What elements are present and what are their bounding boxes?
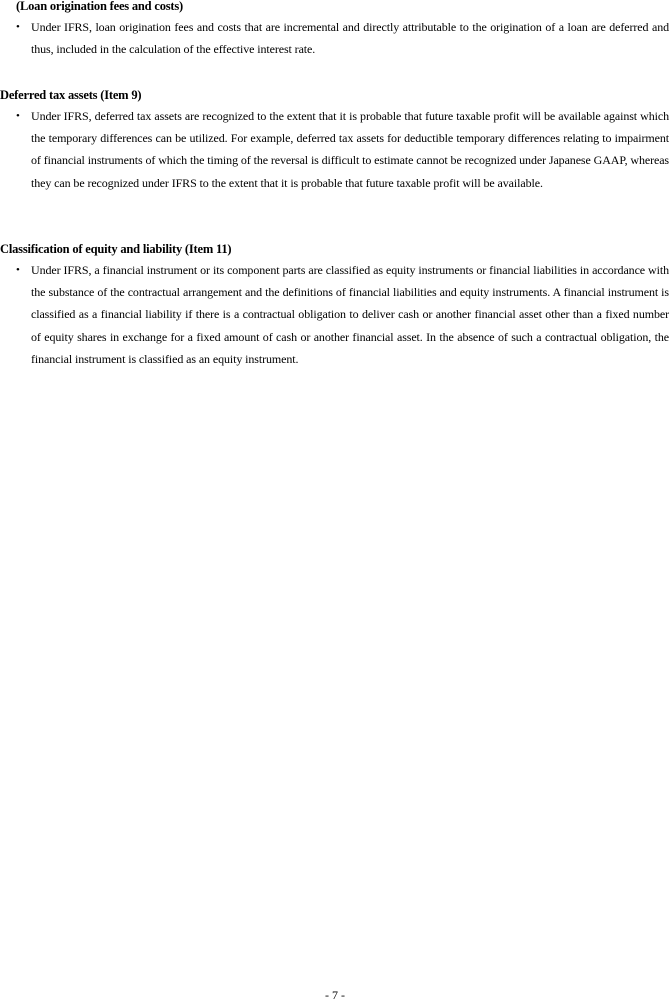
bullet-text: Under IFRS, a financial instrument or its component parts are classified as equity instruments or financial liabilities in accordance with the substance of the contractual arrangement and the definitions of financial liabilities and equity instruments. A financial instrument is classified as a financial liability if there is a contractual obligation to deliver cash or another financial asset other than a fixed number of equity shares in exchange for a fixed amount of cash or another financial asset. In the absence of such a contractual obligation, the financial instrument is classified as an equity instrument. [31,263,669,366]
section-heading: (Loan origination fees and costs) [16,0,184,13]
bullet-item [0,105,670,194]
section-deferred-tax-assets [0,87,670,194]
bullet-item [0,259,670,370]
page-number: - 7 - [325,988,345,1002]
section-classification-equity-liability [0,241,670,370]
bullet-text: Under IFRS, loan origination fees and costs that are incremental and directly attributable to the origination of a loan are deferred and thus, included in the calculation of the effective interest rate. [31,20,669,57]
bullet-icon: • [16,21,20,33]
bullet-text: Under IFRS, deferred tax assets are recognized to the extent that it is probable that future taxable profit will be available against which the temporary differences can be utilized. For example, deferred tax assets for deductible temporary differences relating to impairment of financial instruments of which the timing of the reversal is difficult to estimate cannot be recognized under Japanese GAAP, whereas they can be recognized under IFRS to the extent that it is probable that future taxable profit will be available. [31,109,669,190]
bullet-item [0,16,670,60]
bullet-icon: • [16,264,20,276]
section-loan-origination [0,0,670,60]
section-heading: Deferred tax assets (Item 9) [0,88,142,102]
bullet-icon: • [16,110,20,122]
section-heading: Classification of equity and liability (Item 11) [0,242,232,256]
